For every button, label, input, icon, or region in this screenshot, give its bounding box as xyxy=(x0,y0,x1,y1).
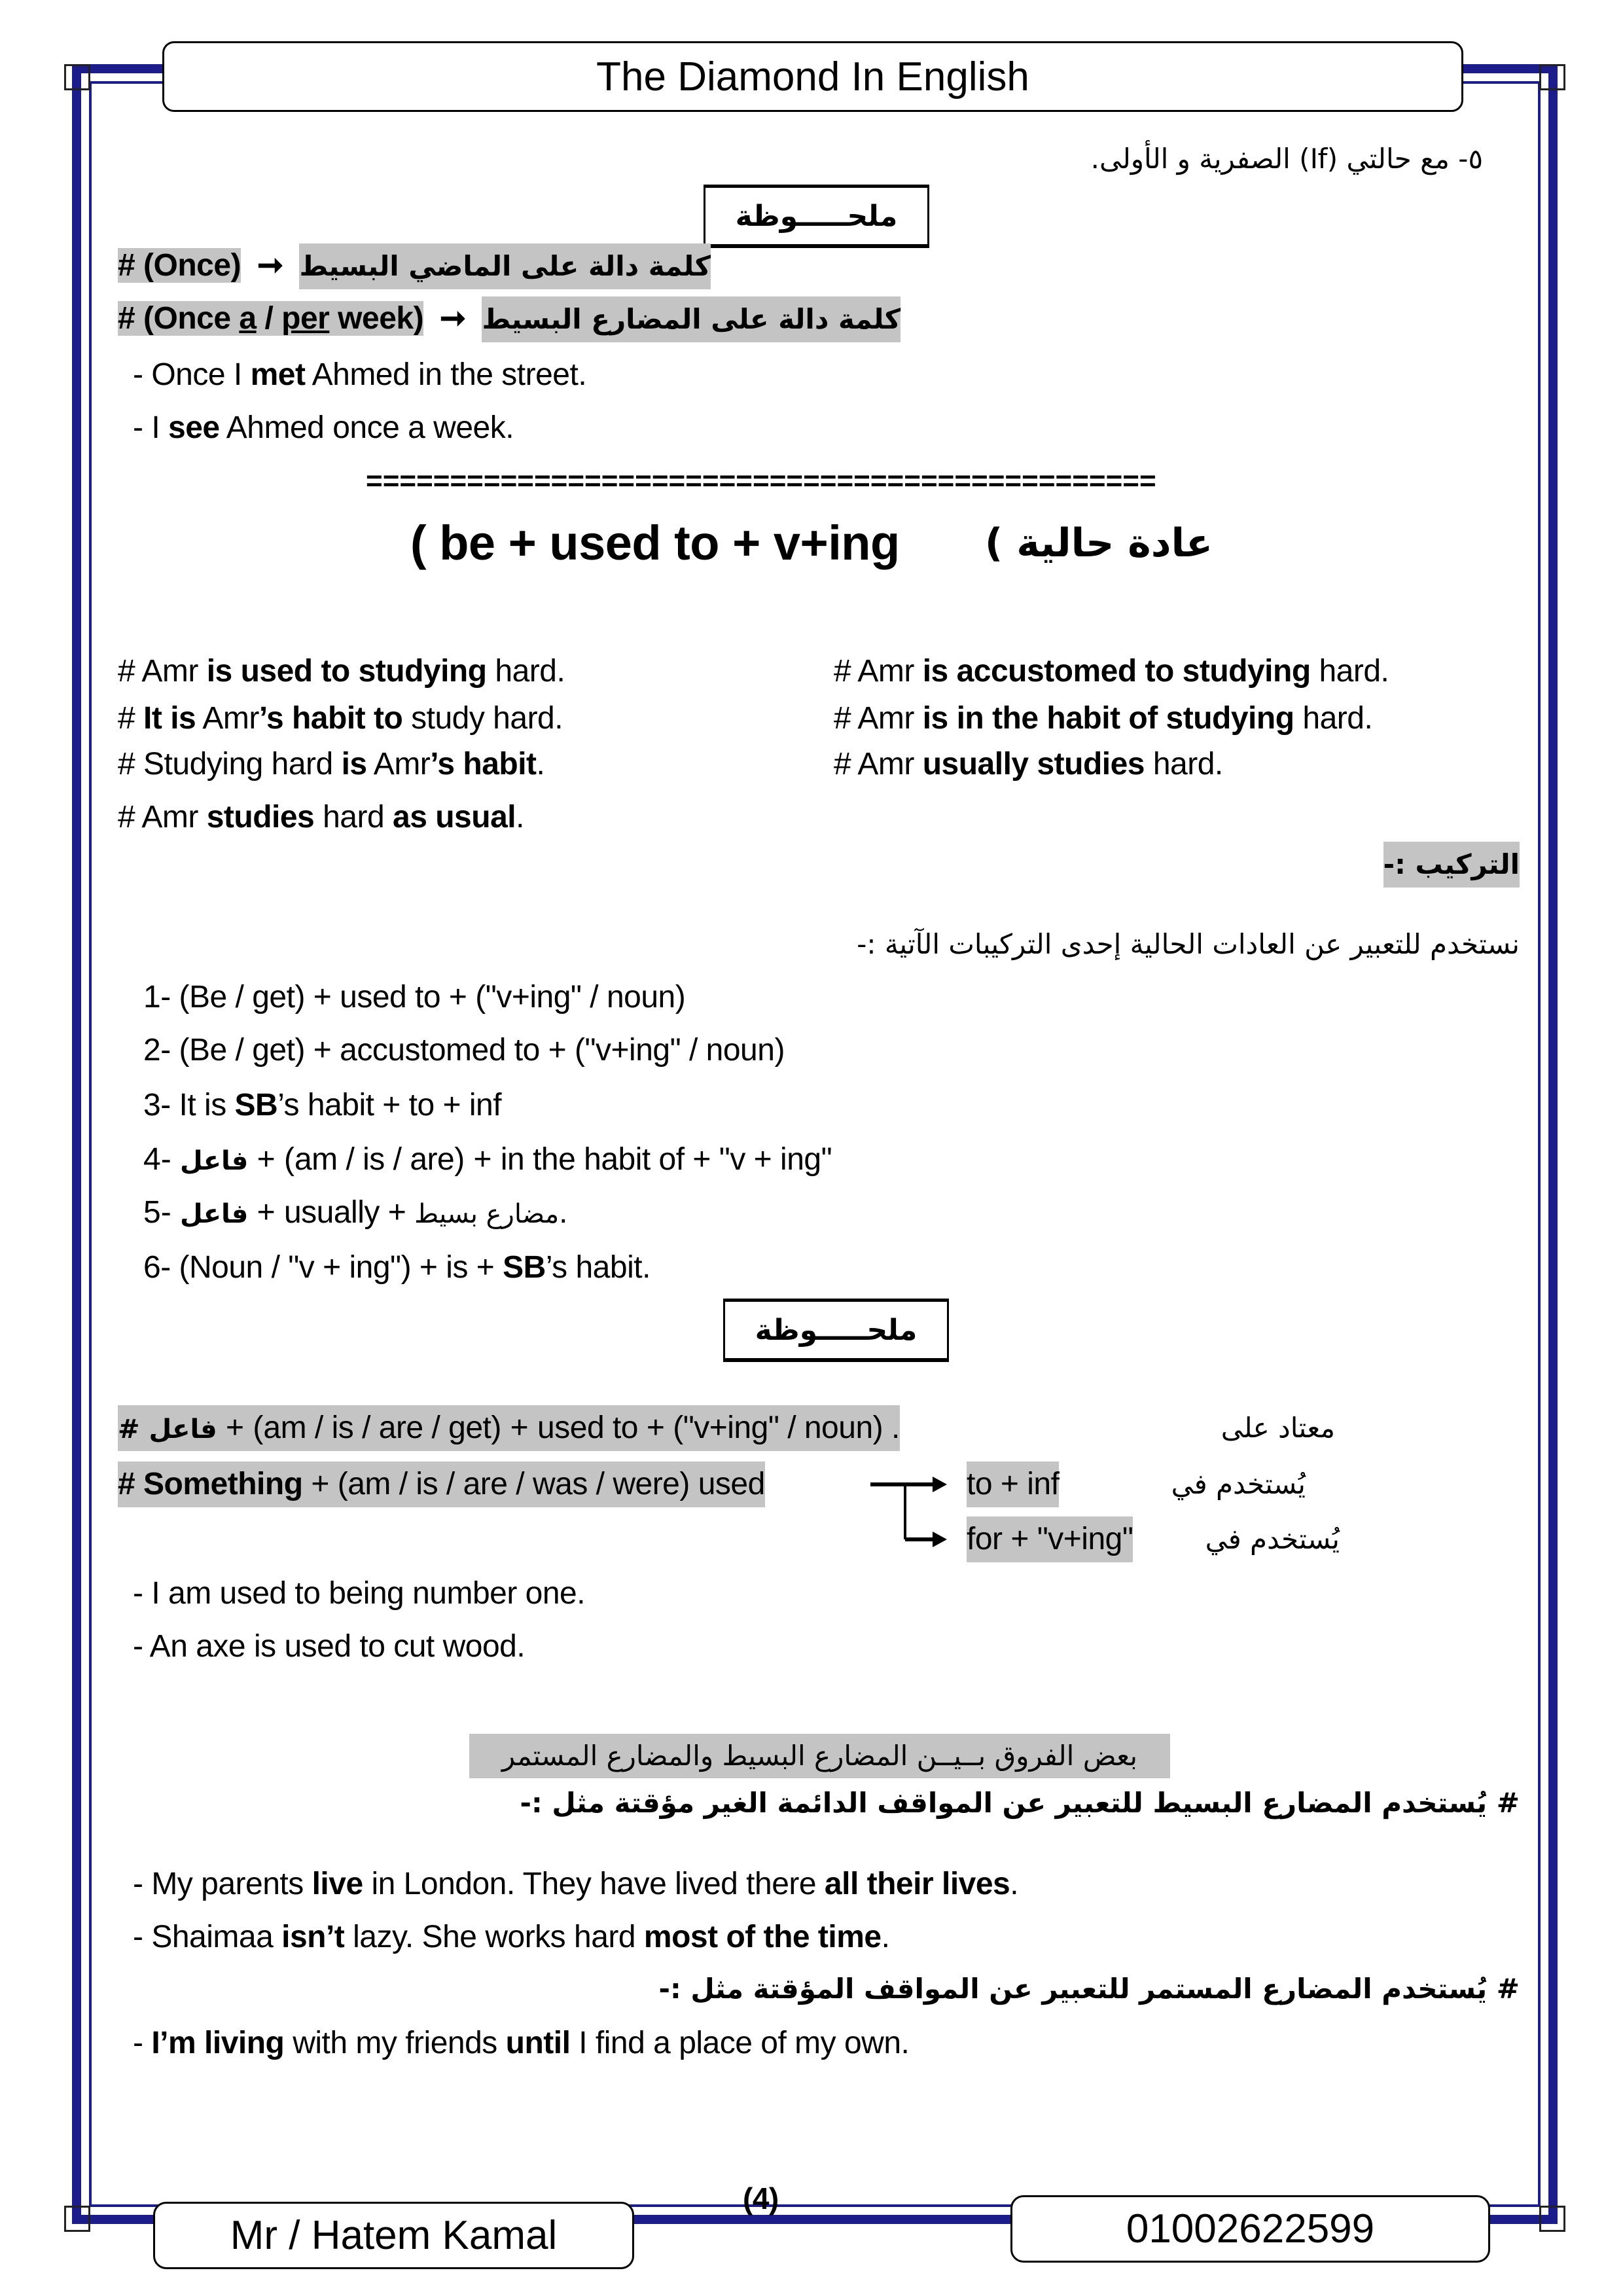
branch-for-ving: for + "v+ing" xyxy=(967,1516,1133,1562)
text-segment: فاعل xyxy=(180,1199,249,1229)
text-segment: 6- (Noun / "v + ing") + is + xyxy=(143,1250,503,1285)
text-segment: hard. xyxy=(1294,701,1373,736)
text-segment: most of the time xyxy=(643,1920,882,1954)
text-segment: It is xyxy=(143,701,196,736)
text-segment: . xyxy=(1010,1867,1019,1901)
text-segment: Ahmed in the street. xyxy=(305,357,587,392)
once-rule-ar: كلمة دالة على الماضي البسيط xyxy=(299,243,711,289)
text-segment: is accustomed to studying xyxy=(922,654,1311,689)
example-right xyxy=(834,649,1389,694)
text-segment: # Amr xyxy=(118,800,207,834)
note2-rule-1-ar: معتاد على xyxy=(1221,1412,1335,1444)
example-left xyxy=(118,742,544,787)
text-segment: 5- xyxy=(143,1195,181,1230)
text-segment: isn’t xyxy=(281,1920,345,1954)
text-segment: # Amr xyxy=(834,701,923,736)
text-segment: ’s habit + to + inf xyxy=(277,1088,502,1122)
text-segment: # xyxy=(118,701,144,736)
text-segment: until xyxy=(505,2026,571,2060)
text-segment: ’s habit to xyxy=(259,701,403,736)
text-segment: is in the habit of studying xyxy=(922,701,1294,736)
branch-for-ving-ar: يُستخدم في xyxy=(1205,1523,1340,1555)
example-left xyxy=(118,795,524,840)
text-segment: live xyxy=(312,1867,363,1901)
text-segment: - My parents xyxy=(133,1867,312,1901)
text-segment: ’s habit xyxy=(430,747,537,781)
corner-ornament xyxy=(1539,64,1565,90)
structure-item xyxy=(143,1137,832,1183)
text-segment: + (am / is / are / was / were) used xyxy=(302,1467,765,1501)
text-segment: hard. xyxy=(1310,654,1389,689)
text-segment: I find a place of my own. xyxy=(570,2026,910,2060)
text-segment: # Amr xyxy=(834,654,923,689)
continuous-rule: # يُستخدم المضارع المستمر للتعبير عن المواقف المؤقتة مثل :- xyxy=(658,1973,1520,2005)
text-segment: SB xyxy=(503,1250,546,1285)
text-segment: see xyxy=(168,410,220,445)
example-line xyxy=(133,405,514,451)
text-segment: - I am used to being number one. xyxy=(133,1576,586,1611)
text-segment: + usually + xyxy=(248,1195,415,1230)
simple-rule: # يُستخدم المضارع البسيط للتعبير عن المواقف الدائمة الغير مؤقتة مثل :- xyxy=(520,1787,1520,1819)
structure-label: التركيب :- xyxy=(1383,842,1520,888)
branch-to-inf: to + inf xyxy=(967,1462,1059,1507)
text-segment: - I xyxy=(133,410,168,445)
note-box-2: ملحـــــوظة xyxy=(723,1299,949,1362)
text-segment: Amr xyxy=(366,747,431,781)
footer-phone: 01002622599 xyxy=(1010,2195,1490,2263)
once-rule2-en xyxy=(118,301,423,336)
text-segment: + (am / is / are / get) + used to + ("v+ing" / noun) . xyxy=(217,1410,900,1445)
note-box: ملحـــــوظة xyxy=(704,185,929,248)
text-segment: lazy. She works hard xyxy=(344,1920,644,1954)
arrow-right-icon: ➞ xyxy=(439,301,466,336)
structure-item xyxy=(143,975,685,1020)
example-right xyxy=(834,696,1372,742)
text-segment: I’m living xyxy=(151,2026,285,2060)
example-line xyxy=(133,1861,1018,1907)
intro-line: ٥- مع حالتي (If) الصفرية و الأولى. xyxy=(1090,143,1483,175)
once-rule-2 xyxy=(118,296,901,342)
example-line xyxy=(133,1624,525,1670)
text-segment: مضارع بسيط xyxy=(414,1199,560,1229)
arrow-right-icon: ➞ xyxy=(257,248,283,283)
example-line xyxy=(133,1914,889,1960)
text-segment: with my friends xyxy=(284,2026,506,2060)
divider: =============================================== xyxy=(366,465,1156,497)
once-rule2-ar: كلمة دالة على المضارع البسيط xyxy=(482,296,901,342)
rule2-a: a xyxy=(239,301,257,336)
text-segment: in London. They have lived there xyxy=(363,1867,825,1901)
structure-item xyxy=(143,1245,651,1291)
text-segment: SB xyxy=(234,1088,278,1122)
rule2-prefix: # (Once xyxy=(118,301,240,336)
example-right xyxy=(834,742,1223,787)
text-segment: . xyxy=(536,747,545,781)
structure-item xyxy=(143,1028,785,1073)
corner-ornament xyxy=(64,2206,90,2232)
text-segment: فاعل xyxy=(180,1146,249,1176)
diff-banner: بعض الفروق بــيــن المضارع البسيط والمضارع المستمر xyxy=(469,1734,1170,1778)
section-heading-en: ( be + used to + v+ing xyxy=(410,516,900,570)
text-segment: # Amr xyxy=(834,747,923,781)
text-segment: - Once I xyxy=(133,357,251,392)
text-segment: Ahmed once a week. xyxy=(219,410,514,445)
text-segment: 3- It is xyxy=(143,1088,235,1122)
text-segment: ’s habit. xyxy=(545,1250,651,1285)
text-segment: . xyxy=(559,1195,568,1230)
text-segment: is used to studying xyxy=(206,654,487,689)
corner-ornament xyxy=(1539,2206,1565,2232)
text-segment: usually studies xyxy=(922,747,1145,781)
text-segment: # Amr xyxy=(118,654,207,689)
example-line xyxy=(133,352,586,398)
text-segment: . xyxy=(516,800,524,834)
text-segment: - Shaimaa xyxy=(133,1920,282,1954)
text-segment: - An axe is used to cut wood. xyxy=(133,1629,526,1664)
text-segment: + (am / is / are) + in the habit of + "v + ing" xyxy=(248,1142,832,1177)
section-heading-ar: عادة حالية ) xyxy=(984,520,1213,566)
text-segment: - xyxy=(133,2026,152,2060)
text-segment: hard xyxy=(314,800,393,834)
text-segment: # Something xyxy=(118,1467,303,1501)
header-title: The Diamond In English xyxy=(162,41,1463,112)
once-rule-en: # (Once) xyxy=(118,248,241,283)
text-segment: Amr xyxy=(196,701,259,736)
footer-author: Mr / Hatem Kamal xyxy=(153,2202,634,2269)
text-segment: is xyxy=(341,747,367,781)
text-segment: # Studying hard xyxy=(118,747,342,781)
rule2-per: per xyxy=(281,301,330,336)
text-segment: 4- xyxy=(143,1142,181,1177)
branch-arrows-icon xyxy=(867,1473,959,1558)
once-rule-1 xyxy=(118,243,711,289)
text-segment: 1- (Be / get) + used to + ("v+ing" / noun) xyxy=(143,980,686,1014)
example-left xyxy=(118,696,563,742)
text-segment: 2- (Be / get) + accustomed to + ("v+ing" / noun) xyxy=(143,1033,785,1067)
note2-rule-2 xyxy=(118,1462,765,1507)
text-segment: studies xyxy=(206,800,315,834)
structure-item xyxy=(143,1190,568,1236)
example-line xyxy=(133,1571,585,1617)
text-segment: hard. xyxy=(486,654,565,689)
text-segment: met xyxy=(250,357,306,392)
text-segment: as usual xyxy=(393,800,516,834)
structure-item xyxy=(143,1083,501,1128)
note2-rule-1 xyxy=(118,1405,900,1451)
structure-intro: نستخدم للتعبير عن العادات الحالية إحدى التركيبات الآتية :- xyxy=(857,928,1520,960)
rule2-sep: / xyxy=(256,301,282,336)
text-segment: # فاعل xyxy=(118,1414,217,1444)
example-line xyxy=(133,2020,909,2066)
text-segment: hard. xyxy=(1144,747,1223,781)
text-segment: all their lives xyxy=(824,1867,1010,1901)
example-left xyxy=(118,649,565,694)
corner-ornament xyxy=(64,64,90,90)
text-segment: . xyxy=(881,1920,890,1954)
branch-to-inf-ar: يُستخدم في xyxy=(1171,1468,1306,1500)
rule2-suffix: week) xyxy=(329,301,424,336)
page-number: (4) xyxy=(743,2181,779,2215)
text-segment: study hard. xyxy=(402,701,563,736)
